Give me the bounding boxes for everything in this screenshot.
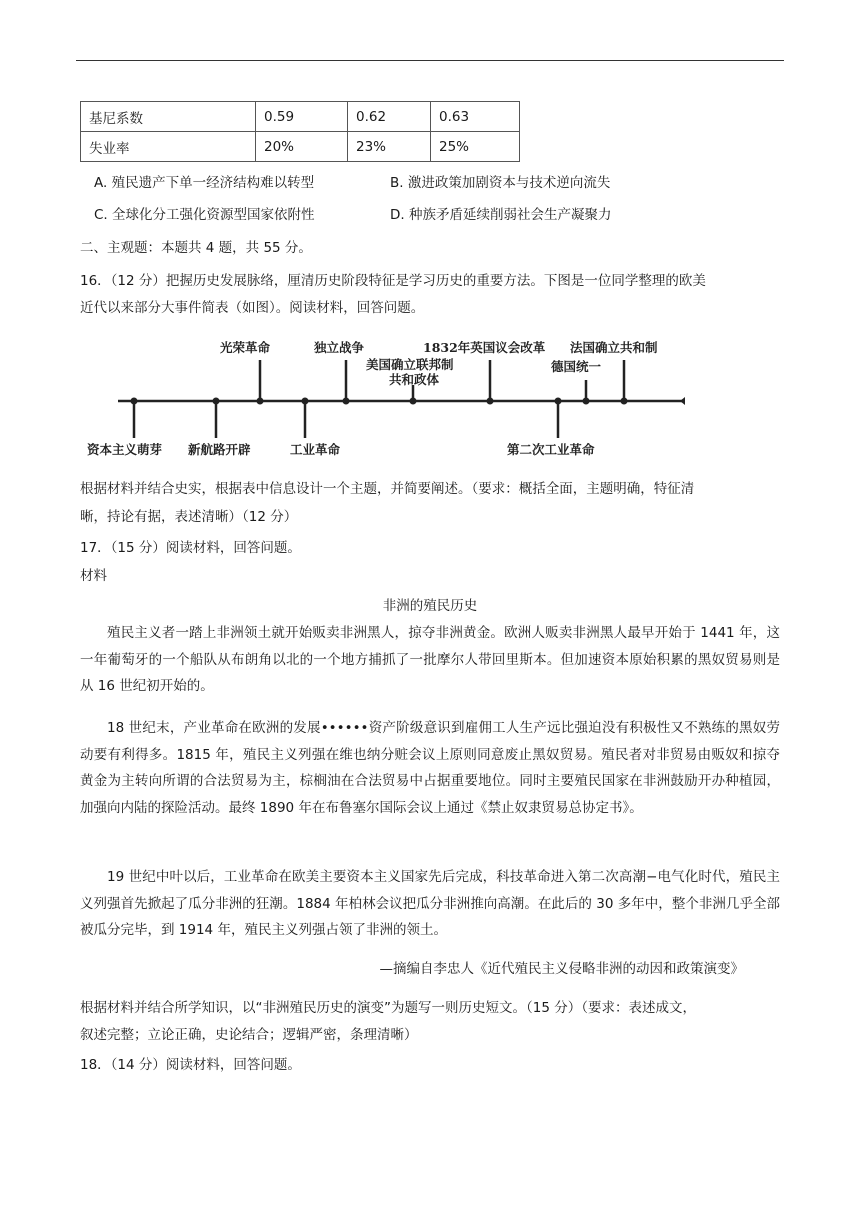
table-cell: 0.63 [431,102,520,132]
timeline-diagram [87,330,710,470]
timeline-label-reform-1832: 1832年英国议会改革 [423,340,546,355]
q17-task-line2: 叙述完整；立论正确，史论结合；逻辑严密，条理清晰） [80,1027,418,1043]
material-paragraph-2: 18 世纪末，产业革命在欧洲的发展••••••资产阶级意识到雇佣工人生产远比强迫没有积极性又不熟练的黑奴劳动要有利得多。1815 年，殖民主义列强在维也纳分赃会议上原则同意废止黑奴贸易。殖民者对非贸易由贩奴和掠夺黄金为主转向所谓的合法贸易为主，棕榈油在合法贸易中占据重要地位。同时主要殖民国家在非洲鼓励开办种植园，加强向内陆的探险活动。最终 1890 年在布鲁塞尔国际会议上通过《禁止奴隶贸易总协定书》。 [80,720,780,816]
q17-task-line1: 根据材料并结合所学知识，以“非洲殖民历史的演变”为题写一则历史短文。（15 分）（要求：表述成文， [80,1000,696,1016]
table-cell: 25% [431,132,520,162]
timeline-label-french-republic: 法国确立共和制 [570,340,658,355]
material-source: —摘编自李忠人《近代殖民主义侵略非洲的动因和政策演变》 [379,961,744,977]
option-c: C. 全球化分工强化资源型国家依附性 [94,207,315,223]
option-a: A. 殖民遗产下单一经济结构难以转型 [94,175,315,191]
table-cell: 基尼系数 [81,102,256,132]
option-b: B. 激进政策加剧资本与技术逆向流失 [390,175,611,191]
table-cell: 0.59 [256,102,348,132]
q17-intro: 17．（15 分）阅读材料，回答问题。 [80,540,301,556]
table-cell: 20% [256,132,348,162]
material-label: 材料 [80,568,107,584]
timeline-label-capitalism-sprouts: 资本主义萌芽 [87,442,163,457]
q16-intro-line2: 近代以来部分大事件简表（如图）。阅读材料，回答问题。 [80,300,425,316]
material-paragraph-3: 19 世纪中叶以后，工业革命在欧美主要资本主义国家先后完成，科技革命进入第二次高潮−电气化时代，殖民主义列强首先掀起了瓜分非洲的狂潮。1884 年柏林会议把瓜分非洲推向高潮。在此后的 30 多年中，整个非洲几乎全部被瓜分完毕，到 1914 年，殖民主义列强占领了非洲的领土。 [80,869,780,938]
table-cell: 失业率 [81,132,256,162]
q16-task-line1: 根据材料并结合史实，根据表中信息设计一个主题，并简要阐述。（要求：概括全面，主题明确，特征清 [80,481,695,497]
timeline-label-independence-war: 独立战争 [314,340,365,355]
q16-intro-line1: 16．（12 分）把握历史发展脉络，厘清历史阶段特征是学习历史的重要方法。下图是一位同学整理的欧美 [80,273,706,289]
timeline-label-us-federal: 美国确立联邦制 [366,357,454,372]
q18-intro: 18．（14 分）阅读材料，回答问题。 [80,1057,301,1073]
option-d: D. 种族矛盾延续削弱社会生产凝聚力 [390,207,612,223]
material-paragraph-1: 殖民主义者一踏上非洲领土就开始贩卖非洲黑人，掠夺非洲黄金。欧洲人贩卖非洲黑人最早开始于 1441 年，这一年葡萄牙的一个船队从布朗角以北的一个地方捕抓了一批摩尔人带回里斯本。但加速资本原始积累的黑奴贸易则是从 16 世纪初开始的。 [80,625,781,694]
header-rule [76,60,784,61]
timeline-label-industrial-revolution: 工业革命 [290,442,341,457]
table-row [81,102,520,132]
timeline-label-republic: 共和政体 [389,372,440,387]
timeline-label-german-unification: 德国统一 [551,359,602,374]
section-title: 二、主观题：本题共 4 题，共 55 分。 [80,240,312,256]
timeline-label-new-routes: 新航路开辟 [188,442,251,457]
table-cell: 23% [348,132,431,162]
table-row [81,132,520,162]
timeline-label-second-industrial-revolution: 第二次工业革命 [507,442,595,457]
statistics-table [80,101,520,162]
material-title: 非洲的殖民历史 [382,598,478,614]
timeline-label-glorious-revolution: 光荣革命 [220,340,271,355]
table-cell: 0.62 [348,102,431,132]
q16-task-line2: 晰，持论有据，表述清晰）（12 分） [80,509,298,525]
